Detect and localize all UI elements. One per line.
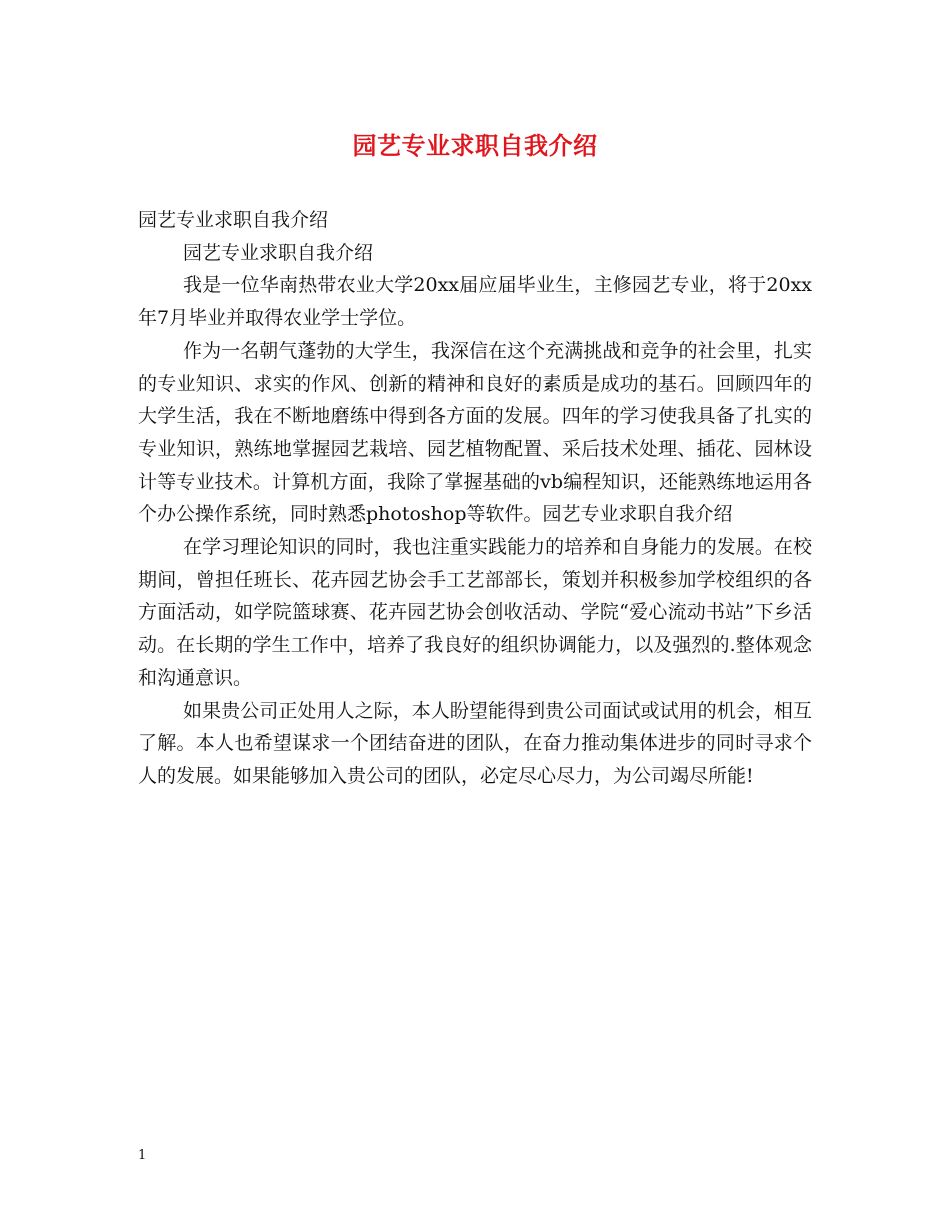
paragraph-practice: 在学习理论知识的同时，我也注重实践能力的培养和自身能力的发展。在校期间，曾担任班长、花卉园艺协会手工艺部部长，策划并积极参加学校组织的各方面活动，如学院篮球赛、花卉园艺协会创收活动、学院“爱心流动书站”下乡活动。在长期的学生工作中，培养了我良好的组织协调能力，以及强烈的.整体观念和沟通意识。 bbox=[138, 536, 812, 689]
paragraph-closing: 如果贵公司正处用人之际，本人盼望能得到贵公司面试或试用的机会，相互了解。本人也希望谋求一个团结奋进的团队，在奋力推动集体进步的同时寻求个人的发展。如果能够加入贵公司的团队，必定尽心尽力，为公司竭尽所能! bbox=[138, 699, 812, 787]
page-number: 1 bbox=[138, 1148, 147, 1163]
paragraph-intro: 我是一位华南热带农业大学20xx届应届毕业生，主修园艺专业，将于20xx年7月毕业并取得农业学士学位。 bbox=[138, 274, 812, 330]
paragraph-skills: 作为一名朝气蓬勃的大学生，我深信在这个充满挑战和竞争的社会里，扎实的专业知识、求实的作风、创新的精神和良好的素质是成功的基石。回顾四年的大学生活，我在不断地磨练中得到各方面的发展。四年的学习使我具备了扎实的专业知识，熟练地掌握园艺栽培、园艺植物配置、采后技术处理、插花、园林设计等专业技术。计算机方面，我除了掌握基础的vb编程知识，还能熟练地运用各个办公操作系统，同时熟悉photoshop等软件。园艺专业求职自我介绍 bbox=[138, 339, 812, 526]
heading-line: 园艺专业求职自我介绍 bbox=[138, 209, 329, 231]
subheading-line: 园艺专业求职自我介绍 bbox=[183, 241, 374, 264]
document-body bbox=[138, 204, 812, 793]
document-title: 园艺专业求职自我介绍 bbox=[352, 131, 598, 160]
